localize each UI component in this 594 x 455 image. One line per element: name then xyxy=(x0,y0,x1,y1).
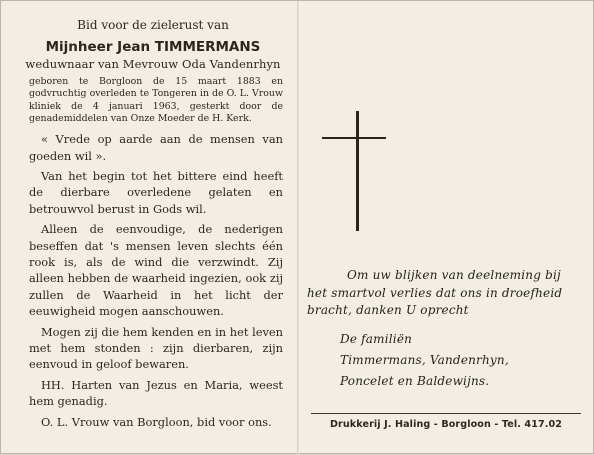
prayer-text xyxy=(29,131,283,430)
paragraph-remembrance: Mogen zij die hem kenden en in het leven met hem stonden : zijn dierbaren, zijn eenvoud in geloof bewaren. xyxy=(29,324,283,372)
printer-imprint: Drukkerij J. Haling - Borgloon - Tel. 417.02 xyxy=(329,419,563,430)
family-names-line: Poncelet en Baldewijns. xyxy=(340,374,490,388)
paragraph-quote: « Vrede op aarde aan de mensen van goeden wil ». xyxy=(29,132,283,163)
thanks-line: Om uw blijken van deelneming bij xyxy=(347,268,561,282)
widower-line: weduwnaar van Mevrouw Oda Vandenrhyn xyxy=(25,57,281,71)
biographical-details: geboren te Borgloon de 15 maart 1883 en godvruchtig overleden te Tongeren in de O. L. Vrouw kliniek de 4 januari 1963, gesterkt door de genademiddelen van Onze Moeder de H. Kerk. xyxy=(29,76,283,124)
cross-icon xyxy=(322,111,386,231)
paragraph-closing-prayer: O. L. Vrouw van Borgloon, bid voor ons. xyxy=(41,414,272,429)
paragraph-humility: Alleen de eenvoudige, de nederigen beseffen dat 's mensen leven slechts één rook is, als de wind die verzwindt. Zij alleen hebben de waarheid ingezien, ook zij zullen de Waarheid in het licht der eeuwigheid mogen aanschouwen. xyxy=(29,222,283,319)
paragraph-acceptance: Van het begin tot het bittere eind heeft de dierbare overledene gelaten en betrouwvol berust in Gods wil. xyxy=(29,169,283,216)
families-heading: De familiën xyxy=(340,332,413,346)
intro-line: Bid voor de zielerust van xyxy=(77,18,229,32)
right-page xyxy=(299,1,594,455)
paragraph-invocation: HH. Harten van Jezus en Maria, weest hem genadig. xyxy=(29,377,283,409)
deceased-name: Mijnheer Jean TIMMERMANS xyxy=(45,39,261,55)
left-page xyxy=(23,11,283,434)
divider xyxy=(311,413,581,414)
family-names-line: Timmermans, Vandenrhyn, xyxy=(340,353,509,367)
thanks-text xyxy=(307,267,591,320)
thanks-line: het smartvol verlies dat ons in droefheid xyxy=(307,285,563,300)
family-names xyxy=(340,329,590,392)
thanks-line: bracht, danken U oprecht xyxy=(307,303,469,317)
